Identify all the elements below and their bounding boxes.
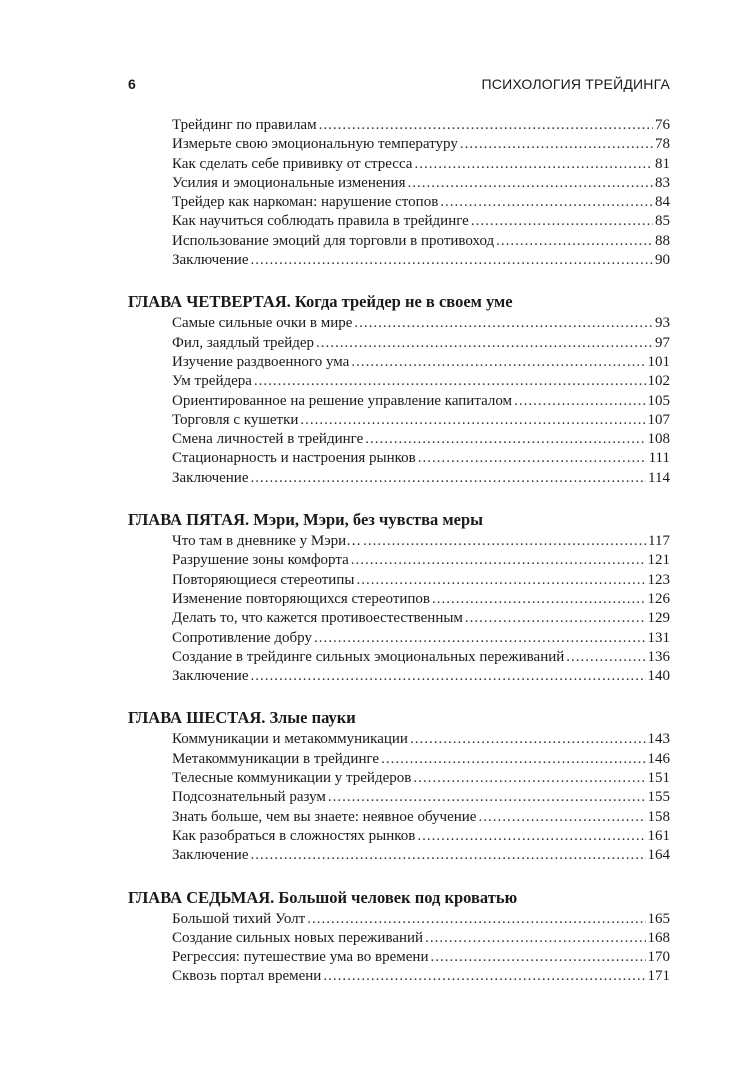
toc-entry-title: Как сделать себе прививку от стресса — [172, 155, 413, 172]
toc-entry-title: Создание в трейдинге сильных эмоциональных переживаний — [172, 648, 565, 665]
toc-entry — [172, 430, 670, 449]
toc-entry-page: 121 — [647, 552, 670, 569]
dot-leader — [251, 667, 646, 686]
dot-leader — [354, 314, 653, 333]
chapter-heading: ГЛАВА ШЕСТАЯ. Злые пауки — [128, 708, 356, 728]
toc-entry — [172, 750, 670, 769]
toc-entry — [172, 193, 670, 212]
toc-entry — [172, 967, 670, 986]
dot-leader — [407, 174, 653, 193]
toc-entry — [172, 155, 670, 174]
toc-entry-title: Заключение — [172, 668, 249, 685]
toc-entry-title: Ум трейдера — [172, 373, 252, 390]
dot-leader — [430, 948, 645, 967]
dot-leader — [351, 353, 645, 372]
toc-entry — [172, 910, 670, 929]
dot-leader — [417, 827, 645, 846]
toc-entry — [172, 174, 670, 193]
toc-entry-title: Ориентированное на решение управление капиталом — [172, 392, 513, 409]
toc-entry-page: 158 — [647, 808, 670, 825]
toc-entry-title: Повторяющиеся стереотипы — [172, 571, 355, 588]
toc-entry-page: 151 — [647, 770, 670, 787]
toc-entry — [172, 846, 670, 865]
toc-entry-page: 165 — [647, 910, 670, 927]
toc-entry-page: 88 — [655, 232, 670, 249]
toc-entry-title: Телесные коммуникации у трейдеров — [172, 770, 412, 787]
toc-entry-title: Сопротивление добру — [172, 629, 312, 646]
toc-entry-title: Сквозь портал времени — [172, 968, 322, 985]
dot-leader — [413, 769, 645, 788]
toc-entry — [172, 469, 670, 488]
toc-entry — [172, 609, 670, 628]
toc-entry — [172, 571, 670, 590]
toc-entry-page: 123 — [647, 571, 670, 588]
toc-entry-page: 129 — [647, 610, 670, 627]
toc-entry-title: Делать то, что кажется противоестественным — [172, 610, 463, 627]
dot-leader — [251, 846, 646, 865]
toc-entry-title: Подсознательный разум — [172, 789, 326, 806]
dot-leader — [471, 212, 653, 231]
toc-entry-page: 140 — [647, 668, 670, 685]
dot-leader — [314, 629, 646, 648]
toc-entry-title: Создание сильных новых переживаний — [172, 929, 424, 946]
dot-leader — [425, 929, 645, 948]
dot-leader — [432, 590, 645, 609]
toc-entry-title: Как научиться соблюдать правила в трейдинге — [172, 213, 469, 230]
toc-entry-page: 170 — [647, 949, 670, 966]
toc-entry-page: 131 — [647, 629, 670, 646]
toc-entry-page: 107 — [647, 411, 670, 428]
toc-entry — [172, 116, 670, 135]
toc-entry-page: 78 — [655, 136, 670, 153]
toc-entry-page: 81 — [655, 155, 670, 172]
toc-entry-page: 164 — [647, 847, 670, 864]
toc-entry — [172, 411, 670, 430]
chapter-heading: ГЛАВА ПЯТАЯ. Мэри, Мэри, без чувства меры — [128, 510, 484, 530]
toc-entry-title: Торговля с кушетки — [172, 411, 299, 428]
toc-entry — [172, 769, 670, 788]
toc-entry — [172, 372, 670, 391]
dot-leader — [514, 392, 645, 411]
toc-entry-page: 111 — [648, 450, 670, 467]
toc-entry — [172, 667, 670, 686]
toc-section — [128, 116, 670, 270]
toc-entry-title: Фил, заядлый трейдер — [172, 334, 315, 351]
running-title: ПСИХОЛОГИЯ ТРЕЙДИНГА — [481, 76, 670, 92]
dot-leader — [316, 334, 653, 353]
toc-entry — [172, 929, 670, 948]
toc-entry-title: Разрушение зоны комфорта — [172, 552, 349, 569]
toc-section — [128, 887, 670, 987]
chapter-heading: ГЛАВА ЧЕТВЕРТАЯ. Когда трейдер не в своем уме — [128, 292, 513, 312]
toc-entry-page: 155 — [647, 789, 670, 806]
toc-entry — [172, 788, 670, 807]
dot-leader — [418, 449, 647, 468]
toc-entry — [172, 827, 670, 846]
toc-entry-page: 136 — [647, 648, 670, 665]
toc-entry-title: Использование эмоций для торговли в противоход — [172, 232, 495, 249]
toc-entry-page: 97 — [655, 334, 670, 351]
toc-entry — [172, 135, 670, 154]
toc-entry-page: 126 — [647, 590, 670, 607]
toc-entry-page: 105 — [647, 392, 670, 409]
toc-entry — [172, 551, 670, 570]
toc-entry — [172, 948, 670, 967]
toc-entry — [172, 629, 670, 648]
toc-section — [128, 291, 670, 488]
toc-entry-page: 101 — [647, 353, 670, 370]
dot-leader — [363, 532, 646, 551]
toc-entry-page: 102 — [647, 373, 670, 390]
toc-entry — [172, 648, 670, 667]
toc-entry-page: 117 — [648, 533, 670, 550]
toc-entry — [172, 334, 670, 353]
toc-entry — [172, 392, 670, 411]
toc-entry-page: 161 — [647, 827, 670, 844]
dot-leader — [414, 155, 653, 174]
page-number: 6 — [128, 76, 136, 92]
toc-entry-page: 114 — [648, 469, 670, 486]
toc-entry-title: Трейдер как наркоман: нарушение стопов — [172, 194, 439, 211]
toc-entry — [172, 314, 670, 333]
dot-leader — [254, 372, 646, 391]
toc-entry-title: Заключение — [172, 469, 249, 486]
toc-entry — [172, 212, 670, 231]
toc-entry-page: 90 — [655, 252, 670, 269]
toc-entry — [172, 730, 670, 749]
toc-section — [128, 707, 670, 865]
toc-entry-page: 143 — [647, 731, 670, 748]
dot-leader — [440, 193, 653, 212]
toc-entry-title: Изучение раздвоенного ума — [172, 353, 350, 370]
toc-entry-title: Изменение повторяющихся стереотипов — [172, 590, 431, 607]
toc-entry — [172, 251, 670, 270]
toc-entry — [172, 590, 670, 609]
dot-leader — [496, 232, 653, 251]
dot-leader — [251, 251, 654, 270]
dot-leader — [300, 411, 645, 430]
toc-entry-title: Коммуникации и метакоммуникации — [172, 731, 408, 748]
chapter-heading: ГЛАВА СЕДЬМАЯ. Большой человек под кроватью — [128, 887, 518, 907]
toc-entry-page: 171 — [647, 968, 670, 985]
toc-entry-title: Измерьте свою эмоциональную температуру — [172, 136, 458, 153]
toc-entry-title: Как разобраться в сложностях рынков — [172, 827, 416, 844]
toc-entry-page: 168 — [647, 929, 670, 946]
page-header — [128, 76, 670, 98]
toc-entry — [172, 449, 670, 468]
toc-entry-page: 84 — [655, 194, 670, 211]
toc-entry — [172, 232, 670, 251]
toc-entry-title: Смена личностей в трейдинге — [172, 431, 364, 448]
toc-entry — [172, 353, 670, 372]
dot-leader — [251, 469, 647, 488]
toc-entry-title: Большой тихий Уолт — [172, 910, 306, 927]
dot-leader — [365, 430, 645, 449]
toc-entry-title: Знать больше, чем вы знаете: неявное обучение — [172, 808, 477, 825]
toc-entry-page: 93 — [655, 315, 670, 332]
toc-entry — [172, 532, 670, 551]
dot-leader — [410, 730, 646, 749]
dot-leader — [465, 609, 646, 628]
toc-entry-page: 85 — [655, 213, 670, 230]
toc-entry-title: Стационарность и настроения рынков — [172, 450, 416, 467]
toc-entry-title: Трейдинг по правилам — [172, 117, 317, 133]
toc-section — [128, 509, 670, 686]
toc-entry-title: Метакоммуникации в трейдинге — [172, 750, 380, 767]
toc-entry-title: Самые сильные очки в мире — [172, 315, 353, 332]
toc-entry-title: Усилия и эмоциональные изменения — [172, 174, 406, 191]
dot-leader — [319, 116, 653, 135]
dot-leader — [323, 967, 645, 986]
toc-entry-title: Заключение — [172, 847, 249, 864]
toc-entry-page: 146 — [647, 750, 670, 767]
dot-leader — [328, 788, 646, 807]
toc-entry-title: Что там в дневнике у Мэри… — [172, 533, 362, 550]
dot-leader — [356, 571, 645, 590]
dot-leader — [566, 648, 645, 667]
dot-leader — [351, 551, 646, 570]
toc-entry — [172, 808, 670, 827]
toc-entry-title: Заключение — [172, 252, 249, 269]
table-of-contents — [128, 116, 670, 1008]
dot-leader — [307, 910, 645, 929]
dot-leader — [478, 808, 645, 827]
toc-entry-page: 108 — [647, 431, 670, 448]
dot-leader — [381, 750, 645, 769]
dot-leader — [460, 135, 653, 154]
toc-entry-page: 76 — [655, 117, 670, 133]
toc-entry-title: Регрессия: путешествие ума во времени — [172, 949, 429, 966]
toc-entry-page: 83 — [655, 174, 670, 191]
